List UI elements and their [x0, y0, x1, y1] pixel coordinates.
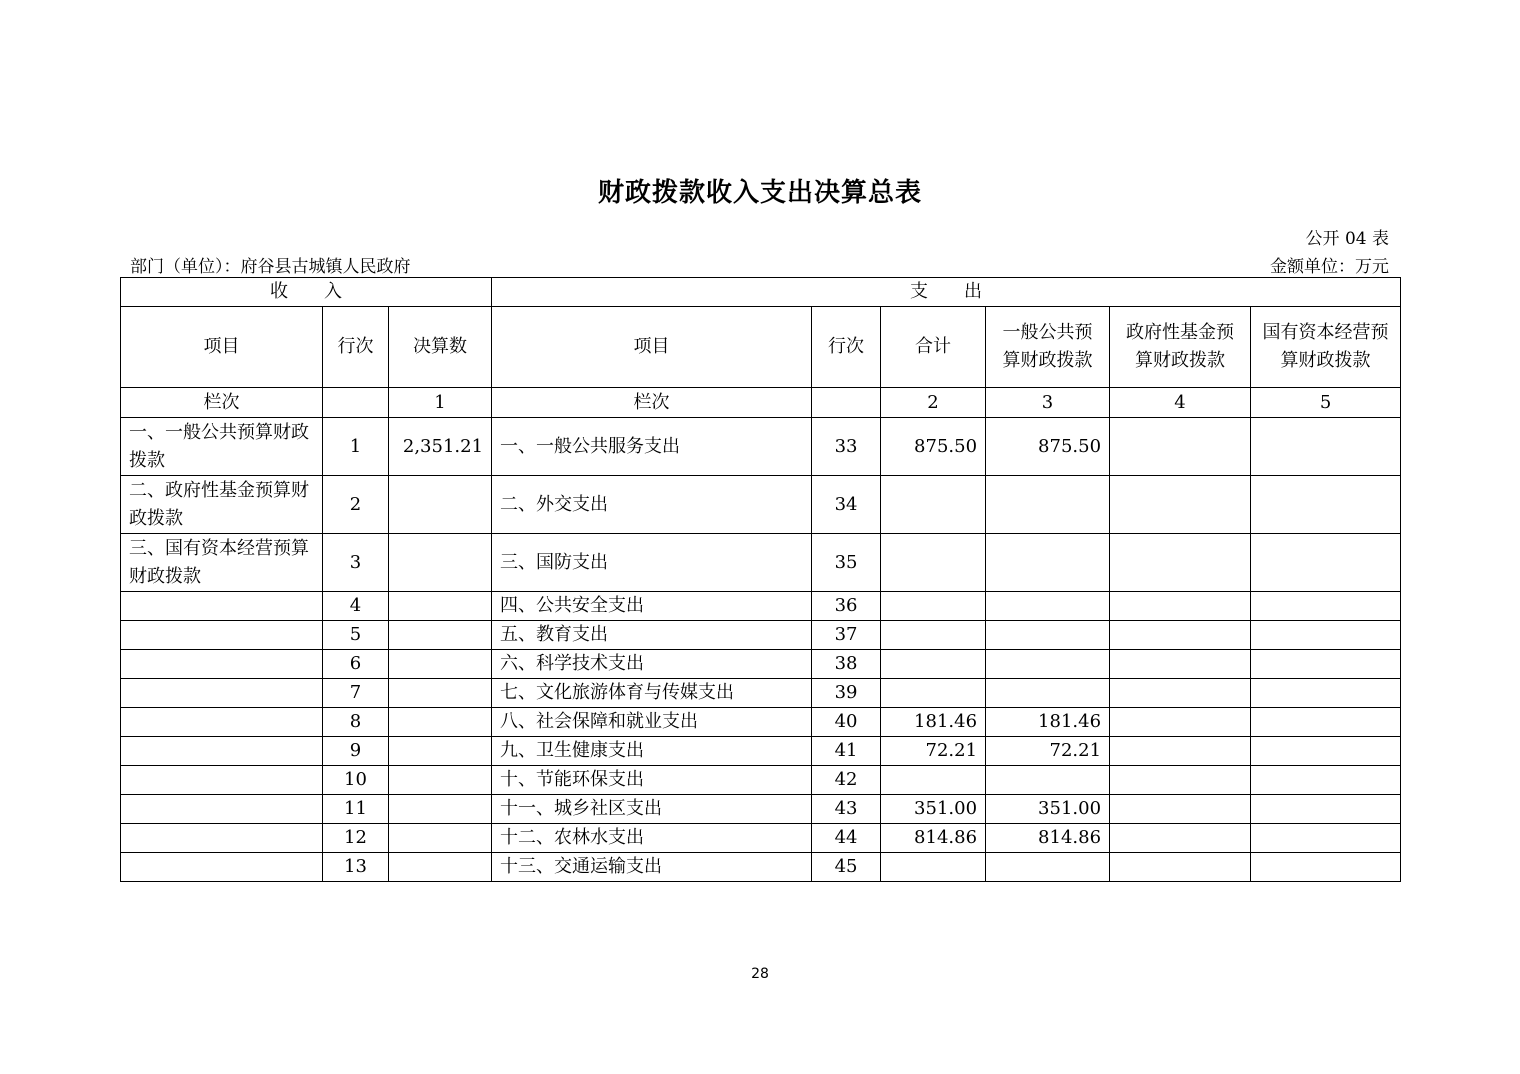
income-item-cell — [121, 737, 323, 766]
table-row — [121, 476, 1401, 534]
table-body — [121, 418, 1401, 882]
state-capital-cell — [1251, 476, 1401, 534]
income-final-amount-cell — [389, 534, 492, 592]
expense-row-number-cell: 41 — [812, 737, 881, 766]
gov-fund-cell — [1110, 534, 1251, 592]
state-capital-cell — [1251, 418, 1401, 476]
expense-total-cell — [881, 766, 986, 795]
table-row — [121, 592, 1401, 621]
gov-fund-cell — [1110, 737, 1251, 766]
column-index-row — [121, 388, 1401, 418]
state-capital-cell — [1251, 737, 1401, 766]
gov-fund-cell — [1110, 824, 1251, 853]
expense-row-number-cell: 44 — [812, 824, 881, 853]
income-row-number-cell: 11 — [323, 795, 389, 824]
income-final-amount-cell: 2,351.21 — [389, 418, 492, 476]
col-header-income-item: 项目 — [121, 307, 323, 388]
expense-total-cell — [881, 853, 986, 882]
income-final-amount-cell — [389, 737, 492, 766]
income-item-cell: 一、一般公共预算财政拨款 — [121, 418, 323, 476]
expense-item-cell: 五、教育支出 — [492, 621, 812, 650]
state-capital-cell — [1251, 679, 1401, 708]
income-item-cell — [121, 853, 323, 882]
col-index-income-item: 栏次 — [121, 388, 323, 418]
income-final-amount-cell — [389, 650, 492, 679]
income-item-cell — [121, 621, 323, 650]
expense-item-cell: 四、公共安全支出 — [492, 592, 812, 621]
expense-total-cell — [881, 592, 986, 621]
expense-total-cell: 875.50 — [881, 418, 986, 476]
general-budget-cell — [986, 853, 1110, 882]
income-item-cell: 二、政府性基金预算财政拨款 — [121, 476, 323, 534]
income-final-amount-cell — [389, 679, 492, 708]
state-capital-cell — [1251, 766, 1401, 795]
income-item-cell — [121, 795, 323, 824]
expense-item-cell: 十、节能环保支出 — [492, 766, 812, 795]
column-header-row — [121, 307, 1401, 388]
expense-row-number-cell: 40 — [812, 708, 881, 737]
income-item-cell: 三、国有资本经营预算财政拨款 — [121, 534, 323, 592]
document-title: 财政拨款收入支出决算总表 — [597, 178, 922, 208]
expense-item-cell: 三、国防支出 — [492, 534, 812, 592]
expense-item-cell: 十三、交通运输支出 — [492, 853, 812, 882]
expense-row-number-cell: 34 — [812, 476, 881, 534]
table-row — [121, 650, 1401, 679]
expense-item-cell: 二、外交支出 — [492, 476, 812, 534]
expense-item-cell: 十二、农林水支出 — [492, 824, 812, 853]
income-final-amount-cell — [389, 592, 492, 621]
fiscal-summary-table — [120, 277, 1401, 882]
state-capital-cell — [1251, 708, 1401, 737]
expense-item-cell: 九、卫生健康支出 — [492, 737, 812, 766]
gov-fund-cell — [1110, 853, 1251, 882]
general-budget-cell — [986, 621, 1110, 650]
expense-row-number-cell: 36 — [812, 592, 881, 621]
gov-fund-cell — [1110, 708, 1251, 737]
income-final-amount-cell — [389, 708, 492, 737]
section-header-row — [121, 278, 1401, 307]
expense-row-number-cell: 37 — [812, 621, 881, 650]
income-row-number-cell: 7 — [323, 679, 389, 708]
expense-total-cell — [881, 679, 986, 708]
state-capital-cell — [1251, 650, 1401, 679]
table-row — [121, 824, 1401, 853]
state-capital-cell — [1251, 853, 1401, 882]
state-capital-cell — [1251, 824, 1401, 853]
income-item-cell — [121, 708, 323, 737]
income-row-number-cell: 10 — [323, 766, 389, 795]
income-row-number-cell: 4 — [323, 592, 389, 621]
general-budget-cell — [986, 650, 1110, 679]
expense-row-number-cell: 45 — [812, 853, 881, 882]
gov-fund-cell — [1110, 766, 1251, 795]
general-budget-cell — [986, 679, 1110, 708]
col-header-general-budget: 一般公共预算财政拨款 — [986, 307, 1110, 388]
expense-item-cell: 十一、城乡社区支出 — [492, 795, 812, 824]
col-index-state-capital: 5 — [1251, 388, 1401, 418]
table-row — [121, 418, 1401, 476]
col-index-expense-item: 栏次 — [492, 388, 812, 418]
expense-total-cell: 72.21 — [881, 737, 986, 766]
income-final-amount-cell — [389, 476, 492, 534]
table-row — [121, 795, 1401, 824]
general-budget-cell — [986, 476, 1110, 534]
gov-fund-cell — [1110, 418, 1251, 476]
gov-fund-cell — [1110, 679, 1251, 708]
col-index-income-row — [323, 388, 389, 418]
general-budget-cell — [986, 592, 1110, 621]
income-item-cell — [121, 592, 323, 621]
table-row — [121, 766, 1401, 795]
general-budget-cell: 72.21 — [986, 737, 1110, 766]
expense-row-number-cell: 42 — [812, 766, 881, 795]
income-row-number-cell: 3 — [323, 534, 389, 592]
income-final-amount-cell — [389, 621, 492, 650]
col-header-expense-row: 行次 — [812, 307, 881, 388]
income-row-number-cell: 6 — [323, 650, 389, 679]
col-index-general-budget: 3 — [986, 388, 1110, 418]
expense-item-cell: 七、文化旅游体育与传媒支出 — [492, 679, 812, 708]
income-item-cell — [121, 766, 323, 795]
gov-fund-cell — [1110, 795, 1251, 824]
expense-total-cell: 351.00 — [881, 795, 986, 824]
form-number: 公开 04 表 — [1305, 229, 1389, 249]
col-index-expense-row — [812, 388, 881, 418]
income-row-number-cell: 12 — [323, 824, 389, 853]
col-header-income-final: 决算数 — [389, 307, 492, 388]
gov-fund-cell — [1110, 592, 1251, 621]
general-budget-cell: 351.00 — [986, 795, 1110, 824]
col-header-gov-fund: 政府性基金预算财政拨款 — [1110, 307, 1251, 388]
expense-row-number-cell: 33 — [812, 418, 881, 476]
expense-row-number-cell: 38 — [812, 650, 881, 679]
col-header-expense-total: 合计 — [881, 307, 986, 388]
col-header-income-row: 行次 — [323, 307, 389, 388]
general-budget-cell: 814.86 — [986, 824, 1110, 853]
expense-total-cell — [881, 534, 986, 592]
state-capital-cell — [1251, 534, 1401, 592]
income-item-cell — [121, 650, 323, 679]
gov-fund-cell — [1110, 476, 1251, 534]
table-row — [121, 737, 1401, 766]
col-header-expense-item: 项目 — [492, 307, 812, 388]
income-final-amount-cell — [389, 824, 492, 853]
income-item-cell — [121, 679, 323, 708]
expense-item-cell: 六、科学技术支出 — [492, 650, 812, 679]
state-capital-cell — [1251, 621, 1401, 650]
income-final-amount-cell — [389, 766, 492, 795]
expense-row-number-cell: 43 — [812, 795, 881, 824]
page-number: 28 — [751, 966, 769, 982]
expense-total-cell: 814.86 — [881, 824, 986, 853]
general-budget-cell — [986, 766, 1110, 795]
gov-fund-cell — [1110, 650, 1251, 679]
table-row — [121, 708, 1401, 737]
income-final-amount-cell — [389, 853, 492, 882]
income-row-number-cell: 5 — [323, 621, 389, 650]
expense-total-cell — [881, 621, 986, 650]
income-row-number-cell: 1 — [323, 418, 389, 476]
expense-section-header: 支 出 — [492, 278, 1401, 307]
state-capital-cell — [1251, 592, 1401, 621]
department-label: 部门（单位）：府谷县古城镇人民政府 — [130, 257, 411, 277]
income-row-number-cell: 9 — [323, 737, 389, 766]
state-capital-cell — [1251, 795, 1401, 824]
expense-total-cell — [881, 476, 986, 534]
col-index-gov-fund: 4 — [1110, 388, 1251, 418]
general-budget-cell: 181.46 — [986, 708, 1110, 737]
income-item-cell — [121, 824, 323, 853]
income-row-number-cell: 8 — [323, 708, 389, 737]
general-budget-cell — [986, 534, 1110, 592]
col-index-expense-total: 2 — [881, 388, 986, 418]
col-index-income-final: 1 — [389, 388, 492, 418]
income-row-number-cell: 13 — [323, 853, 389, 882]
table-row — [121, 534, 1401, 592]
expense-total-cell: 181.46 — [881, 708, 986, 737]
expense-item-cell: 一、一般公共服务支出 — [492, 418, 812, 476]
gov-fund-cell — [1110, 621, 1251, 650]
income-section-header: 收 入 — [121, 278, 492, 307]
expense-row-number-cell: 35 — [812, 534, 881, 592]
general-budget-cell: 875.50 — [986, 418, 1110, 476]
col-header-state-capital: 国有资本经营预算财政拨款 — [1251, 307, 1401, 388]
amount-unit-label: 金额单位：万元 — [1270, 257, 1389, 277]
income-row-number-cell: 2 — [323, 476, 389, 534]
table-row — [121, 679, 1401, 708]
table-row — [121, 853, 1401, 882]
expense-total-cell — [881, 650, 986, 679]
expense-row-number-cell: 39 — [812, 679, 881, 708]
expense-item-cell: 八、社会保障和就业支出 — [492, 708, 812, 737]
table-row — [121, 621, 1401, 650]
income-final-amount-cell — [389, 795, 492, 824]
